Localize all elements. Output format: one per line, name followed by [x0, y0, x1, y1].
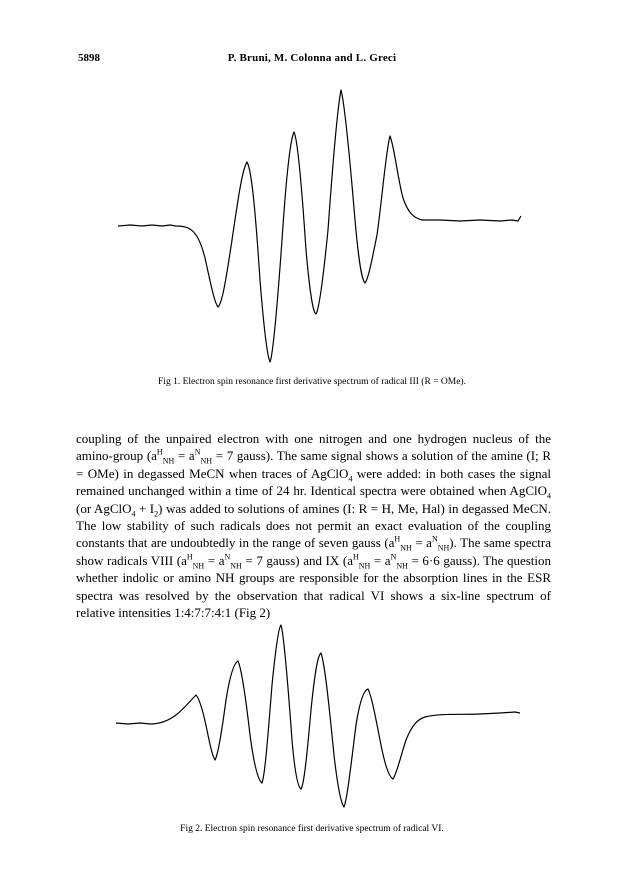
page-header [78, 50, 546, 68]
esr-trace-2 [116, 625, 520, 807]
figure-1-caption: Fig 1. Electron spin resonance first derivative spectrum of radical III (R = OMe). [158, 377, 466, 387]
figure-1 [0, 80, 624, 375]
paragraph-text: coupling of the unpaired electron with one nitrogen and one hydrogen nucleus of the amino-group ($a^H_{NH} = a^N_{NH} = 7$ gauss). The same signal shows a solution of the amine (I; R = OMe) in degassed MeCN when traces of AgClO$_4$ were added: in both cases the signal remained unchanged within a time of 24 hr. Identical spectra were obtained when AgClO$_4$ (or AgClO$_4$ + $I_2$) was added to solutions of amines (I: R = H, Me, Hal) in degassed MeCN. The low stability of such radicals does not permit an exact evaluation of the coupling constants that are undoubtedly in the range of seven gauss $(a^H_{NH} = a^N_{NH})$. The same spectra show radicals VIII ($a^H_{NH} = a^N_{NH} = 7$ gauss) and IX ($a^H_{NH} = a^N_{NH} = 6\cdot 6$ gauss). The question whether indolic or amino NH groups are responsible for the absorption lines in the ESR spectra was resolved by the observation that radical VI shows a six-line spectrum of relative intensities 1:4:7:7:4:1 (Fig 2) [76, 431, 552, 621]
figure-2 [0, 615, 624, 815]
esr-spectrum-1 [0, 80, 624, 375]
body-paragraph [76, 430, 551, 621]
figure-2-caption: Fig 2. Electron spin resonance first derivative spectrum of radical VI. [180, 824, 444, 834]
running-head-authors: P. Bruni, M. Colonna and L. Greci [227, 52, 397, 64]
esr-trace-1 [118, 90, 521, 362]
esr-spectrum-2 [0, 615, 624, 815]
page-number: 5898 [78, 52, 100, 64]
